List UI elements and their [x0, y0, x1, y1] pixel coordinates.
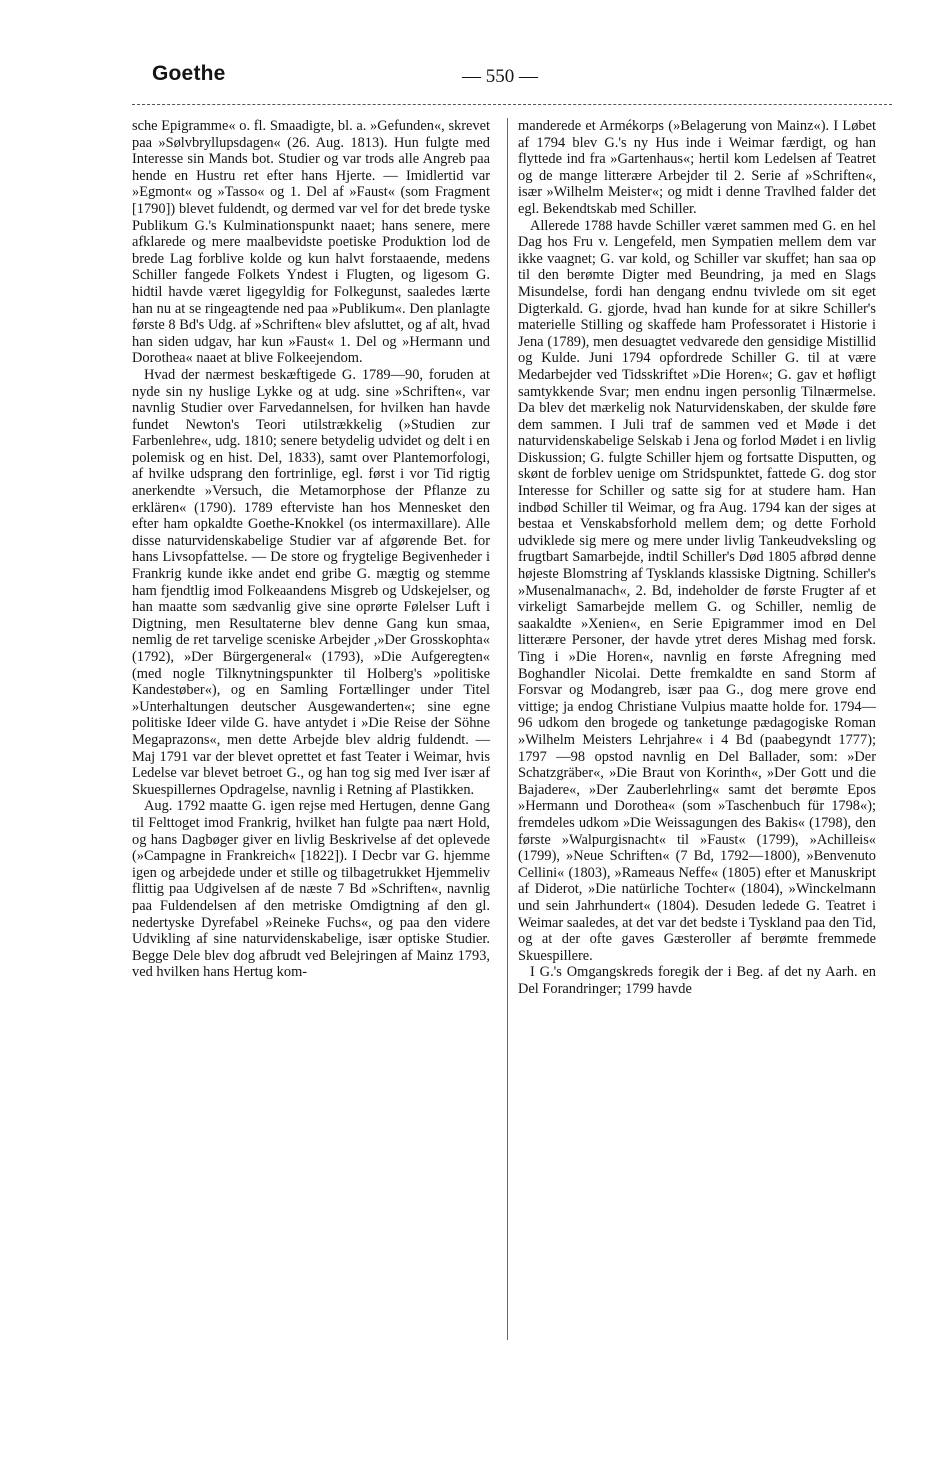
- page-header: [0, 0, 928, 110]
- running-head: Goethe: [152, 62, 226, 85]
- paragraph: manderede et Armékorps (»Belagerung von Mainz«). I Løbet af 1794 blev G.'s ny Hus inde i Weimar færdigt, og han flyttede ind fra »Gartenhaus«; hertil kom Ledelsen af Teatret og de mange litterære Arbejder til 2. Serie af »Schriften«, især »Wilhelm Meister«; og midt i denne Travlhed falder det egl. Bekendtskab med Schiller.: [518, 118, 876, 217]
- right-column: [518, 118, 876, 997]
- paragraph: Allerede 1788 havde Schiller været sammen med G. en hel Dag hos Fru v. Lengefeld, men Sympatien mellem dem var ikke vaagnet; G. var kold, og Schiller var skuffet; han saa op til den berømte Digter med Beundring, ja med en Slags Misundelse, fordi han dengang endnu tvivlede om sit eget Digterkald. G. gjorde, hvad han kunde for at sikre Schiller's materielle Stilling og skaffede ham Professoratet i Historie i Jena (1789), men desuagtet vedvarede den gensidige Mistillid og Kulde. Juni 1794 opfordrede Schiller G. til at være Medarbejder ved Tidsskriftet »Die Horen«; G. gav et høfligt samtykkende Svar; men endnu ingen personlig Tilnærmelse. Da blev det mærkelig nok Naturvidenskaben, der skulde føre dem sammen. I Juli traf de sammen ved et Møde i det naturvidenskabelige Selskab i Jena og forlod Mødet i en livlig Diskussion; G. fulgte Schiller hjem og fortsatte Disputten, og skønt de forblev uenige om Stridspunktet, fattede G. dog stor Interesse for Schiller og satte sig for at studere ham. Han indbød Schiller til Weimar, og fra Aug. 1794 kan der siges at bestaa et Venskabsforhold mellem dem; og dette Forhold udviklede sig mere og mere under livlig Tankeudveksling og frugtbart Samarbejde, indtil Schiller's Død 1805 afbrød denne højeste Blomstring af Tysklands klassiske Digtning. Schiller's »Musenalmanach«, 2. Bd, indeholder de første Frugter af et virkeligt Samarbejde mellem G. og Schiller, nemlig de saakaldte »Xenien«, en Serie Epigrammer imod en Del litterære Personer, der havde ytret deres Mishag med forsk. Ting i »Die Horen«, navnlig en første Afregning med Boghandler Nicolai. Dette fremkaldte en sand Storm af Forsvar og Modangreb, især paa G., dog mere grove end vittige; ja endog Christiane Vulpius maatte holde for. 1794—96 udkom den brogede og tanketunge pædagogiske Roman »Wilhelm Meisters Lehrjahre« i 4 Bd (paabegyndt 1777); 1797 —98 opstod navnlig en Del Ballader, som: »Der Schatzgräber«, »Die Braut von Korinth«, »Der Gott und die Bajadere«, »Der Zauberlehrling« samt det berømte Epos »Hermann und Dorothea« (som »Taschenbuch für 1798«); fremdeles udkom »Die Weissagungen des Bakis« (1798), den første »Walpurgisnacht« til »Faust« (1799), »Achilleis« (1799), »Neue Schriften« (7 Bd, 1792—1800), »Benvenuto Cellini« (1803), »Rameaus Neffe« (1805) efter et Manuskript af Diderot, »Die natürliche Tochter« (1804), »Winckelmann und sein Jahrhundert« (1804). Desuden ledede G. Teatret i Weimar saaledes, at det var det bedste i Tyskland paa den Tid, og at der ofte gaves Gæsteroller af berømte fremmede Skuespillere.: [518, 217, 876, 964]
- left-column: [132, 118, 490, 981]
- paragraph: sche Epigramme« o. fl. Smaadigte, bl. a. »Gefunden«, skrevet paa »Sølvbryllupsdagen« (26. Aug. 1813). Hun fulgte med Interesse sin Mands bot. Studier og var trods alle Angreb paa hende en Hustru ret efter hans Hjerte. — Imidlertid var »Egmont« og »Tasso« og 1. Del af »Faust« (som Fragment [1790]) blevet fuldendt, og dermed var vel for det brede tyske Publikum G.'s Kulminationspunkt naaet; hans senere, mere afklarede og mere maalbevidste poetiske Produktion lod de brede Lag forblive kolde og kun halvt forstaaende, medens Schiller fangede Folkets Yndest i Flugten, og ligesom G. hidtil havde været ligegyldig for Folkegunst, saaledes lærte han nu at se ringeagtende ned paa »Publikum«. Den planlagte første 8 Bd's Udg. af »Schriften« blev afsluttet, og af alt, hvad han siden udgav, har kun »Faust« 1. Del og »Hermann und Dorothea« naaet at blive Folkeejendom.: [132, 118, 490, 367]
- paragraph: I G.'s Omgangskreds foregik der i Beg. af det ny Aarh. en Del Forandringer; 1799 havde: [518, 964, 876, 997]
- paragraph: Aug. 1792 maatte G. igen rejse med Hertugen, denne Gang til Felttoget imod Frankrig, hvilket han fulgte paa nært Hold, og hans Dagbøger giver en livlig Beskrivelse af det oplevede (»Campagne in Frankreich« [1822]). I Decbr var G. hjemme igen og arbejdede under et stille og tilbagetrukket Hjemmeliv flittig paa Udgivelsen af de næste 7 Bd »Schriften«, navnlig paa Fuldendelsen af den metriske Omdigtning af den gl. nedertyske Dyrefabel »Reineke Fuchs«, og paa den videre Udvikling af sine naturvidenskabelige, især optiske Studier. Begge Dele blev dog afbrudt ved Belejringen af Mainz 1793, ved hvilken hans Hertug kom-: [132, 798, 490, 981]
- header-rule: [132, 104, 892, 105]
- page-number: — 550 —: [462, 66, 538, 87]
- column-divider: [507, 118, 508, 1340]
- paragraph: Hvad der nærmest beskæftigede G. 1789—90, foruden at nyde sin ny huslige Lykke og at udg. sine »Schriften«, var navnlig Studier over Farvedannelsen, for hvilken han havde fundet Newton's Teori utilstrækkelig (»Studien zur Farbenlehre«, udg. 1810; senere betydelig udvidet og delt i en polemisk og en hist. Del, 1833), samt over Plantemorfologi, af hvilke udsprang den fortrinlige, egl. først i vor Tid rigtig anerkendte »Versuch, die Metamorphose der Pflanze zu erklären« (1790). 1789 efterviste han hos Mennesket den efter ham opkaldte Goethe-Knokkel (os intermaxillare). Alle disse naturvidenskabelige Studier var af afgørende Bet. for hans Livsopfattelse. — De store og frygtelige Begivenheder i Frankrig kunde ikke andet end gribe G. mægtig og stemme ham fjendtlig imod Folkeaandens Misgreb og Udskejelser, og han maatte som sædvanlig give sine oprørte Følelser Luft i Digtning, men Resultaterne blev denne Gang kun smaa, nemlig de ret tarvelige sceniske Arbejder ,»Der Grosskophta« (1792), »Der Bürgergeneral« (1793), »Die Aufgeregten« (med nogle Tilknytningspunkter til Holberg's »politiske Kandestøber«), og en Samling Fortællinger under Titel »Unterhaltungen deutscher Ausgewanderten«; sine egne politiske Ideer vilde G. have antydet i »Die Reise der Söhne Megaprazons«, men dette Arbejde blev aldrig fuldendt. — Maj 1791 var der blevet oprettet et fast Teater i Weimar, hvis Ledelse var blevet betroet G., og han tog sig med Iver især af Skuespillernes Opdragelse, navnlig i Retning af Plastikken.: [132, 366, 490, 798]
